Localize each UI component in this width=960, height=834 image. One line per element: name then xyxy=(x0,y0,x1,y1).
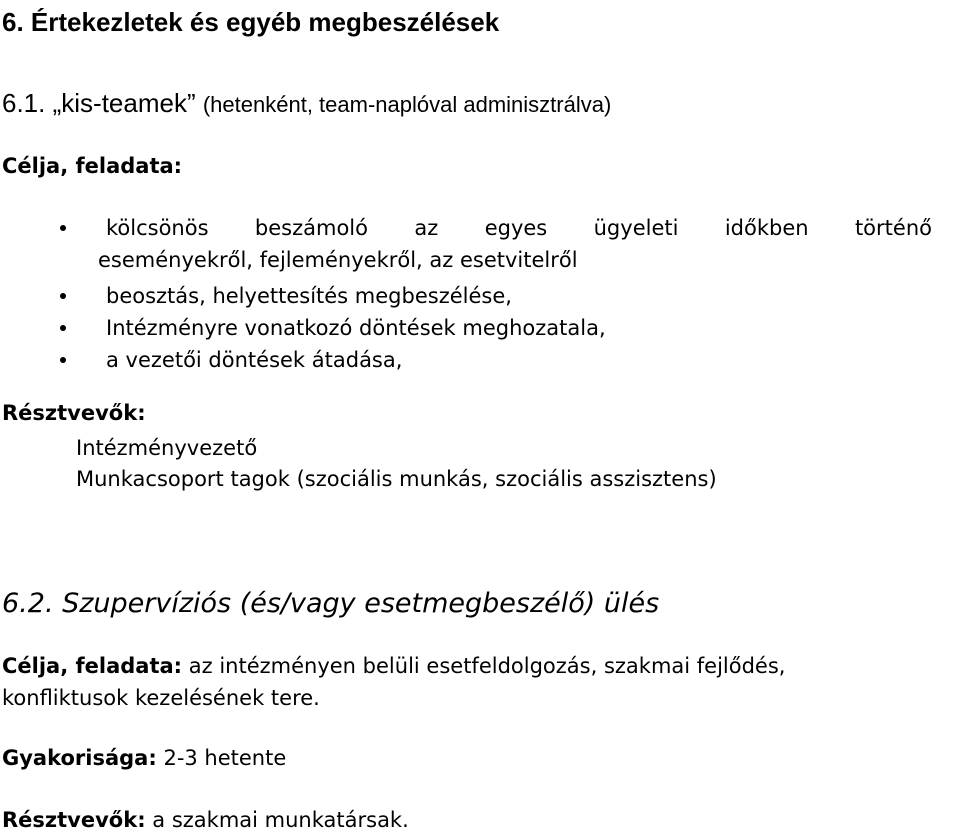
bullet-text: Intézményre vonatkozó döntések meghozatala, xyxy=(106,316,606,340)
subsection-1-participants-label: Résztvevők: xyxy=(2,401,146,425)
subsection-1-heading xyxy=(2,90,611,116)
bullet-text: a vezetői döntések átadása, xyxy=(106,348,403,372)
goal-bullet-list xyxy=(0,214,960,378)
word: ügyeleti xyxy=(593,216,679,240)
subsection-2-goal-text-cont: konfliktusok kezelésének tere. xyxy=(2,686,320,710)
word: egyes xyxy=(484,216,548,240)
word: időkben xyxy=(724,216,809,240)
subsection-2-participants xyxy=(2,810,409,831)
participant-item: Munkacsoport tagok (szociális munkás, szociális asszisztens) xyxy=(76,467,717,491)
bullet-text: beosztás, helyettesítés megbeszélése, xyxy=(106,284,512,308)
bullet-icon xyxy=(60,225,66,231)
subsection-2-goal-label: Célja, feladata: xyxy=(2,654,183,678)
section-heading: 6. Értekezletek és egyéb megbeszélések xyxy=(2,7,500,37)
bullet-icon xyxy=(60,293,66,299)
bullet-icon xyxy=(60,357,66,363)
bullet-item xyxy=(0,214,960,282)
subsection-2-participants-text: a szakmai munkatársak. xyxy=(152,808,409,832)
word: történő xyxy=(854,216,932,240)
participant-item: Intézményvezető xyxy=(76,436,258,460)
subsection-1-goal-label: Célja, feladata: xyxy=(2,154,183,178)
bullet-item xyxy=(0,282,960,314)
bullet-item xyxy=(0,314,960,346)
bullet-text-line1 xyxy=(106,216,932,240)
bullet-text-line2: eseményekről, fejleményekről, az esetvitelről xyxy=(98,248,578,272)
subsection-2-heading: 6.2. Szupervíziós (és/vagy esetmegbeszélő) ülés xyxy=(2,588,660,619)
bullet-icon xyxy=(60,325,66,331)
frequency-label: Gyakorisága: xyxy=(2,746,157,770)
frequency-value: 2-3 hetente xyxy=(163,746,287,770)
subsection-2-participants-label: Résztvevők: xyxy=(2,808,146,832)
word: beszámoló xyxy=(254,216,368,240)
bullet-item xyxy=(0,346,960,378)
subsection-1-number: 6.1. xyxy=(2,88,46,118)
subsection-2-goal xyxy=(2,656,785,677)
subsection-2-goal-text: az intézményen belüli esetfeldolgozás, szakmai fejlődés, xyxy=(188,654,786,678)
subsection-2-frequency xyxy=(2,748,286,769)
word: az xyxy=(414,216,439,240)
subsection-1-title: „kis-teamek” xyxy=(52,88,196,118)
subsection-1-note: (hetenként, team-naplóval adminisztrálva) xyxy=(202,92,612,117)
word: kölcsönös xyxy=(106,216,209,240)
